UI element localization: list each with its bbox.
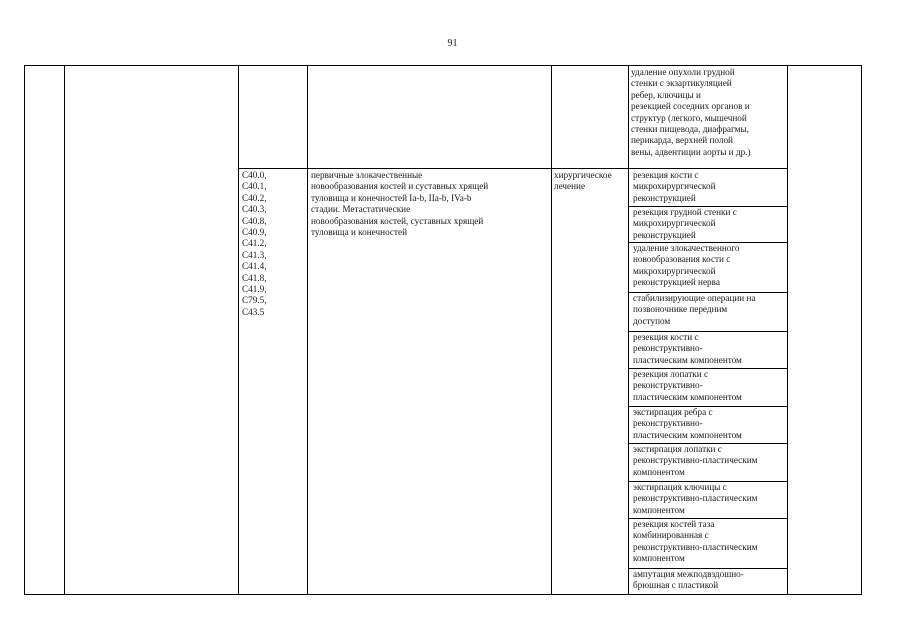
procedure-item: удаление злокачественного новообразования кости с микрохирургической реконструкцией нерва	[633, 243, 740, 288]
procedure-item: резекция кости с микрохирургической реконструкцией	[633, 170, 716, 203]
column-divider	[64, 66, 65, 594]
column-divider	[551, 66, 552, 594]
page-number: 91	[447, 38, 458, 49]
diagnosis-cell: первичные злокачественные новообразования костей и суставных хрящей туловища и конечностей Ia-b, IIa-b, IVa-b стадии. Метастатические новообразования костей, суставных хрящей туловища и конечностей	[311, 170, 489, 238]
procedure-item: резекция грудной стенки с микрохирургической реконструкцией	[633, 207, 737, 240]
column-divider	[307, 66, 308, 594]
procedure-item: экстирпация ребра с реконструктивно- пластическим компонентом	[633, 407, 742, 440]
procedure-item: экстирпация ключицы с реконструктивно-пластическим компонентом	[633, 482, 758, 515]
procedure-item: стабилизирующие операции на позвоночнике передним доступом	[633, 293, 756, 326]
column-divider	[238, 66, 239, 594]
procedure-item: ампутация межподвздошно- брюшная с пластикой	[633, 569, 744, 591]
procedure-item: резекция лопатки с реконструктивно- пластическим компонентом	[633, 369, 742, 402]
icd-codes-cell: C40.0, C40.1, C40.2, C40.3, C40.8, C40.9, C41.2, C41.3, C41.4, C41.8, C41.9, C79.5, C43.5	[242, 170, 267, 317]
procedure-item: резекция костей таза комбинированная с реконструктивно-пластическим компонентом	[633, 519, 758, 564]
treatment-type-cell: хирургическое лечение	[554, 170, 612, 192]
column-divider	[628, 66, 629, 594]
row-divider	[238, 168, 787, 169]
procedure-item: экстирпация лопатки с реконструктивно-пластическим компонентом	[633, 444, 758, 477]
column-divider	[787, 66, 788, 594]
procedure-item: резекция кости с реконструктивно- пластическим компонентом	[633, 332, 742, 365]
top-row-procedure: удаление опухоли грудной стенки с экзартикуляцией ребер, ключицы и резекцией соседних органов и структур (легкого, мышечной стенки пищевода, диафрагмы, перикарда, верхней полой вены, адвентиции аорты и др.)	[631, 67, 751, 157]
procedures-table	[24, 65, 862, 595]
